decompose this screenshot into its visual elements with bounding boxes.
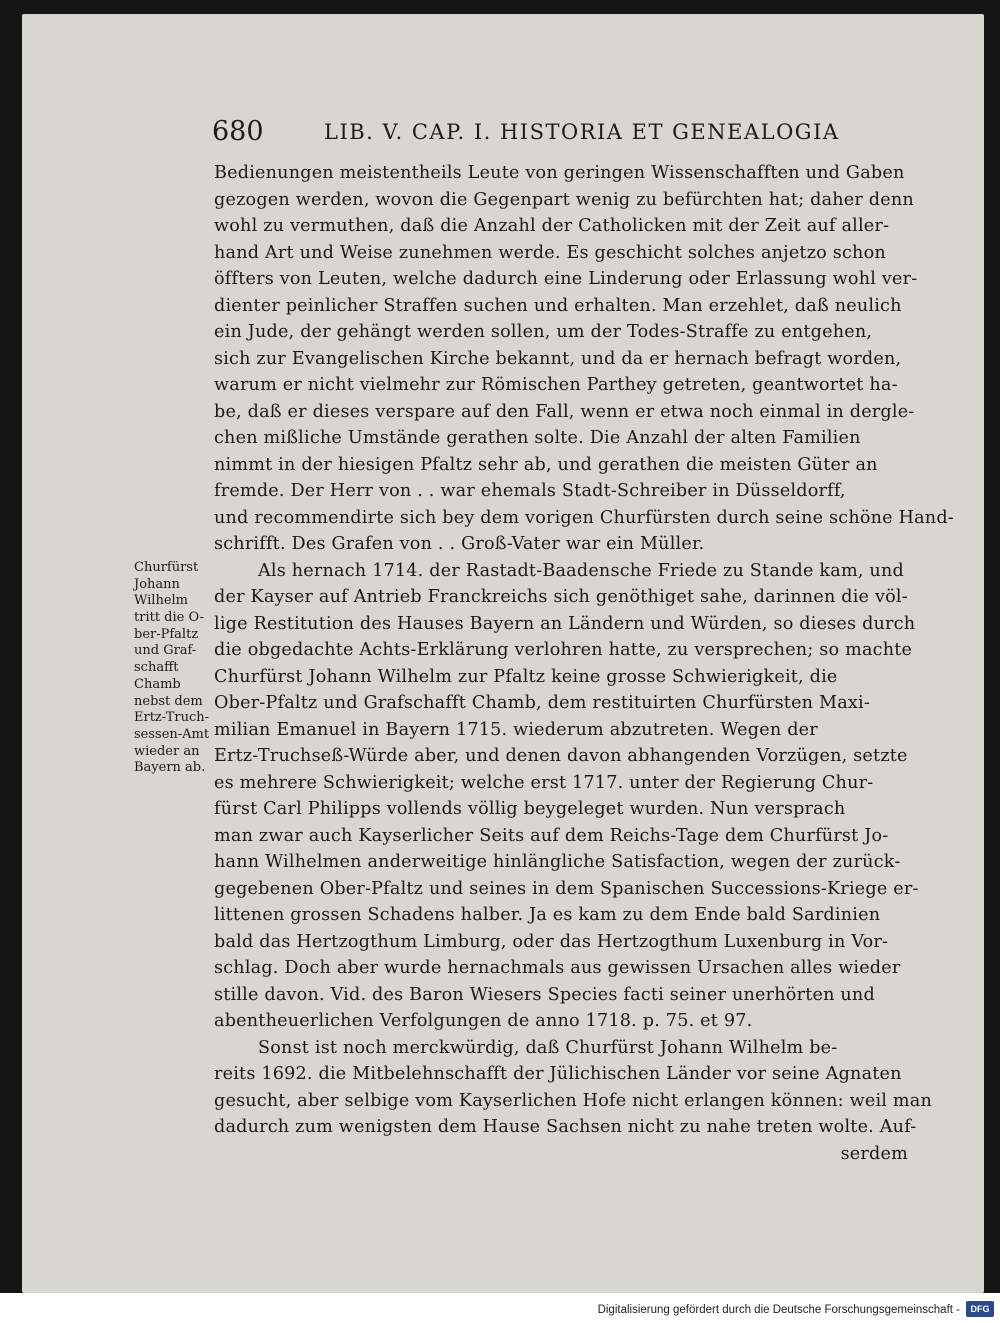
marginal-line: und Graf- bbox=[134, 643, 197, 659]
marginal-line: Bayern ab. bbox=[134, 760, 206, 776]
marginal-note bbox=[134, 560, 218, 777]
text-line: lige Restitution des Hauses Bayern an Ländern und Würden, so dieses durch bbox=[214, 613, 916, 634]
catchword: serdem bbox=[840, 1143, 908, 1164]
marginal-line: ber-Pfaltz bbox=[134, 626, 199, 642]
text-line: dienter peinlicher Straffen suchen und erhalten. Man erzehlet, daß neulich bbox=[214, 295, 902, 316]
text-line: stille davon. Vid. des Baron Wiesers Species facti seiner unerhörten und bbox=[214, 984, 875, 1005]
text-line: fürst Carl Philipps vollends völlig beygeleget wurden. Nun versprach bbox=[214, 799, 846, 819]
text-line: und recommendirte sich bey dem vorigen Churfürsten durch seine schöne Hand- bbox=[214, 507, 954, 528]
text-line: gesucht, aber selbige vom Kayserlichen Hofe nicht erlangen können: weil man bbox=[214, 1090, 932, 1111]
text-line: dadurch zum wenigsten dem Hause Sachsen nicht zu nahe treten wolte. Auf- bbox=[214, 1117, 917, 1137]
text-line: der Kayser auf Antrieb Franckreichs sich genöthiget sahe, darinnen die völ- bbox=[214, 587, 908, 607]
text-line: reits 1692. die Mitbelehnschafft der Jülichischen Länder vor seine Agnaten bbox=[214, 1064, 902, 1084]
marginal-line: wieder an bbox=[134, 743, 200, 759]
text-line: Ertz-Truchseß-Würde aber, und denen davon abhangenden Vorzügen, setzte bbox=[214, 746, 908, 766]
text-line: abentheuerlichen Verfolgungen de anno 1718. p. 75. et 97. bbox=[214, 1011, 753, 1031]
text-line: fremde. Der Herr von . . war ehemals Stadt-Schreiber in Düsseldorff, bbox=[214, 481, 846, 501]
text-line: es mehrere Schwierigkeit; welche erst 1717. unter der Regierung Chur- bbox=[214, 772, 874, 793]
page-number: 680 bbox=[212, 116, 264, 147]
dfg-logo-icon: DFG bbox=[966, 1301, 994, 1317]
text-line: hann Wilhelmen anderweitige hinlängliche Satisfaction, wegen der zurück- bbox=[214, 852, 901, 872]
running-header bbox=[212, 116, 902, 152]
marginal-line: Wilhelm bbox=[134, 593, 188, 609]
text-line: wohl zu vermuthen, daß die Anzahl der Catholicken mit der Zeit auf aller- bbox=[214, 216, 890, 236]
marginal-line: schafft bbox=[134, 660, 179, 676]
text-line: schrifft. Des Grafen von . . Groß-Vater war ein Müller. bbox=[214, 534, 705, 554]
text-line: chen mißliche Umstände gerathen solte. Die Anzahl der alten Familien bbox=[214, 428, 861, 448]
text-line: milian Emanuel in Bayern 1715. wiederum abzutreten. Wegen der bbox=[214, 719, 818, 740]
text-line: ein Jude, der gehängt werden sollen, um der Todes-Straffe zu entgehen, bbox=[214, 322, 873, 342]
text-line: Churfürst Johann Wilhelm zur Pfaltz keine grosse Schwierigkeit, die bbox=[214, 666, 838, 687]
paragraph-start-line: Sonst ist noch merckwürdig, daß Churfürst Johann Wilhelm be- bbox=[258, 1037, 838, 1058]
text-line: gezogen werden, wovon die Gegenpart wenig zu befürchten hat; daher denn bbox=[214, 189, 914, 210]
marginal-line: Churfürst bbox=[134, 560, 199, 575]
marginal-line: sessen-Amt bbox=[134, 726, 210, 742]
text-line: nimmt in der hiesigen Pfaltz sehr ab, und gerathen die meisten Güter an bbox=[214, 454, 878, 475]
text-line: littenen grossen Schadens halber. Ja es kam zu dem Ende bald Sardinien bbox=[214, 905, 881, 925]
digitization-footer bbox=[0, 1298, 1000, 1323]
text-line: warum er nicht vielmehr zur Römischen Parthey getreten, geantwortet ha- bbox=[214, 375, 898, 395]
marginal-line: Chamb bbox=[134, 676, 181, 692]
text-line: schlag. Doch aber wurde hernachmals aus gewissen Ursachen alles wieder bbox=[214, 958, 901, 978]
marginal-line: nebst dem bbox=[134, 693, 203, 709]
text-line: bald das Hertzogthum Limburg, oder das Hertzogthum Luxenburg in Vor- bbox=[214, 931, 889, 952]
main-text bbox=[214, 160, 954, 1167]
paragraph-start-line: Als hernach 1714. der Rastadt-Baadensche Friede zu Stande kam, und bbox=[258, 560, 904, 581]
text-line: Ober-Pfaltz und Grafschafft Chamb, dem restituirten Churfürsten Maxi- bbox=[214, 693, 870, 713]
text-line: Bedienungen meistentheils Leute von geringen Wissenschafften und Gaben bbox=[214, 163, 905, 183]
text-line: sich zur Evangelischen Kirche bekannt, und da er hernach befragt worden, bbox=[214, 348, 902, 369]
text-line: man zwar auch Kayserlicher Seits auf dem Reichs-Tage dem Churfürst Jo- bbox=[214, 825, 889, 846]
header-title: LIB. V. CAP. I. HISTORIA ET GENEALOGIA bbox=[324, 120, 840, 144]
marginal-line: tritt die O- bbox=[134, 610, 205, 626]
footer-credit: Digitalisierung gefördert durch die Deutsche Forschungsgemeinschaft - bbox=[597, 1304, 960, 1316]
text-line: die obgedachte Achts-Erklärung verlohren hatte, zu versprechen; so machte bbox=[214, 640, 913, 660]
text-line: be, daß er dieses verspare auf den Fall, wenn er etwa noch einmal in dergle- bbox=[214, 401, 915, 422]
text-line: hand Art und Weise zunehmen werde. Es geschicht solches anjetzo schon bbox=[214, 242, 886, 263]
marginal-line: Johann bbox=[134, 576, 180, 592]
marginal-line: Ertz-Truch- bbox=[134, 710, 210, 726]
text-line: öffters von Leuten, welche dadurch eine Linderung oder Erlassung wohl ver- bbox=[214, 269, 918, 289]
text-line: gegebenen Ober-Pfaltz und seines in dem Spanischen Successions-Kriege er- bbox=[214, 878, 919, 899]
